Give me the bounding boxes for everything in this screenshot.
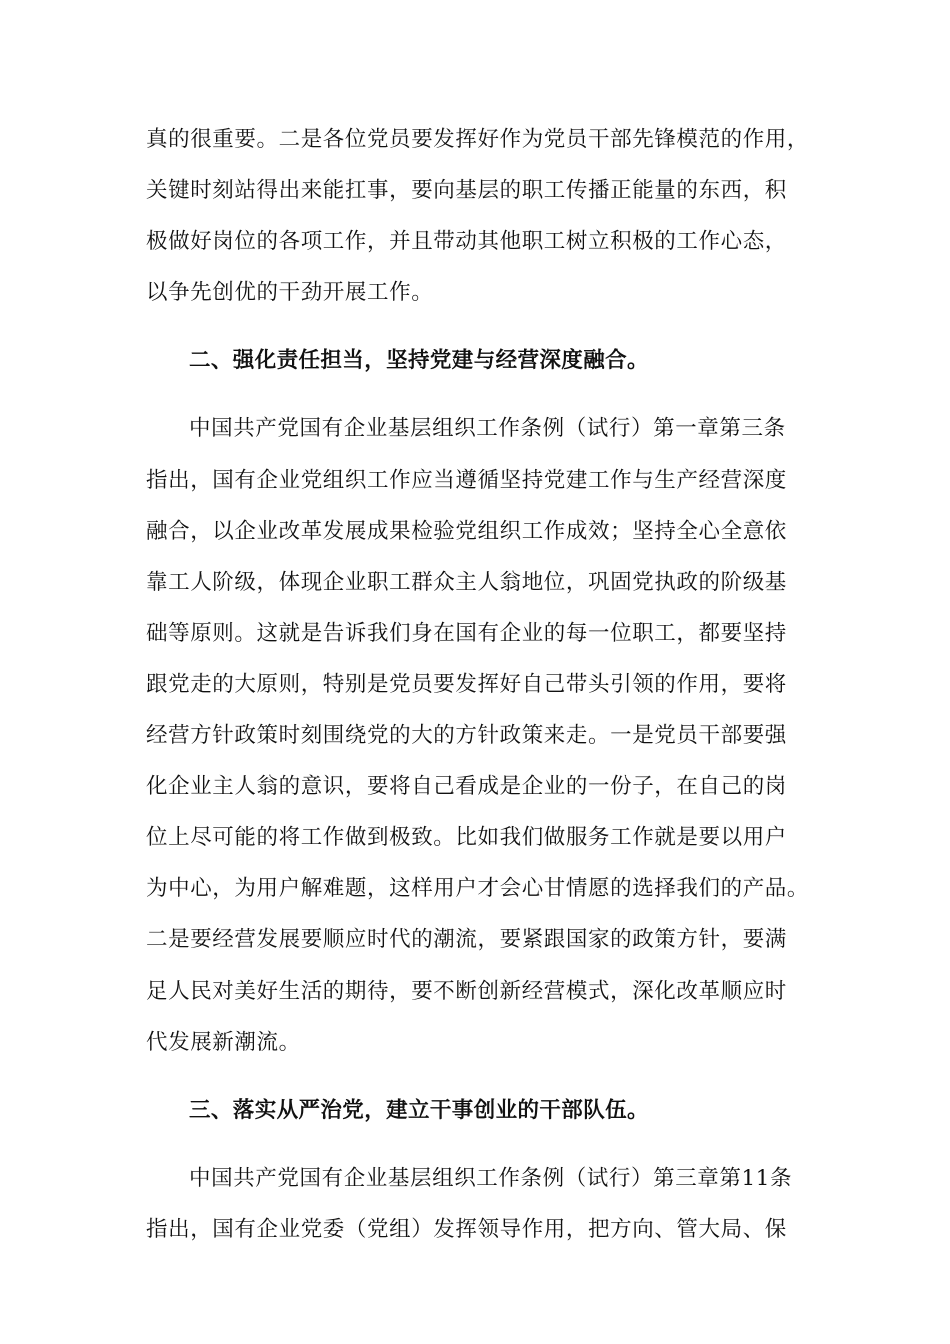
section-heading-2: 二、强化责任担当，坚持党建与经营深度融合。	[189, 348, 649, 374]
text-line: 为中心，为用户解难题，这样用户才会心甘情愿的选择我们的产品。	[146, 876, 810, 902]
text-line: 跟党走的大原则，特别是党员要发挥好自己带头引领的作用，要将	[146, 671, 787, 697]
text-line: 化企业主人翁的意识，要将自己看成是企业的一份子，在自己的岗	[146, 774, 787, 800]
text-line: 中国共产党国有企业基层组织工作条例（试行）第三章第11条	[189, 1165, 793, 1191]
text-line: 以争先创优的干劲开展工作。	[146, 280, 434, 306]
text-line: 经营方针政策时刻围绕党的大的方针政策来走。一是党员干部要强	[146, 723, 787, 749]
paragraph-3	[146, 1162, 808, 1246]
text-line: 极做好岗位的各项工作，并且带动其他职工树立积极的工作心态，	[146, 229, 787, 255]
text-line: 靠工人阶级，体现企业职工群众主人翁地位，巩固党执政的阶级基	[146, 569, 787, 595]
section-gap	[146, 1077, 808, 1094]
text-line: 真的很重要。二是各位党员要发挥好作为党员干部先锋模范的作用，	[146, 127, 810, 152]
text-line: 位上尽可能的将工作做到极致。比如我们做服务工作就是要以用户	[146, 825, 787, 851]
text-line: 关键时刻站得出来能扛事，要向基层的职工传播正能量的东西，积	[146, 178, 787, 204]
text-line: 中国共产党国有企业基层组织工作条例（试行）第一章第三条	[189, 416, 786, 442]
text-line: 指出，国有企业党组织工作应当遵循坚持党建工作与生产经营深度	[146, 467, 787, 493]
text-line: 指出，国有企业党委（党组）发挥领导作用，把方向、管大局、保	[146, 1216, 787, 1242]
text-line: 融合，以企业改革发展成果检验党组织工作成效；坚持全心全意依	[146, 518, 787, 544]
section-gap	[146, 1145, 808, 1162]
section-gap	[146, 327, 808, 344]
section-gap	[146, 395, 808, 412]
paragraph-continuation	[146, 123, 808, 309]
text-line: 代发展新潮流。	[146, 1029, 301, 1055]
text-line: 二是要经营发展要顺应时代的潮流，要紧跟国家的政策方针，要满	[146, 927, 787, 953]
text-line: 足人民对美好生活的期待，要不断创新经营模式，深化改革顺应时	[146, 978, 787, 1004]
section-heading-3: 三、落实从严治党，建立干事创业的干部队伍。	[189, 1097, 649, 1123]
paragraph-2	[146, 412, 808, 1058]
document-body	[146, 123, 808, 1264]
text-line: 础等原则。这就是告诉我们身在国有企业的每一位职工，都要坚持	[146, 620, 787, 646]
